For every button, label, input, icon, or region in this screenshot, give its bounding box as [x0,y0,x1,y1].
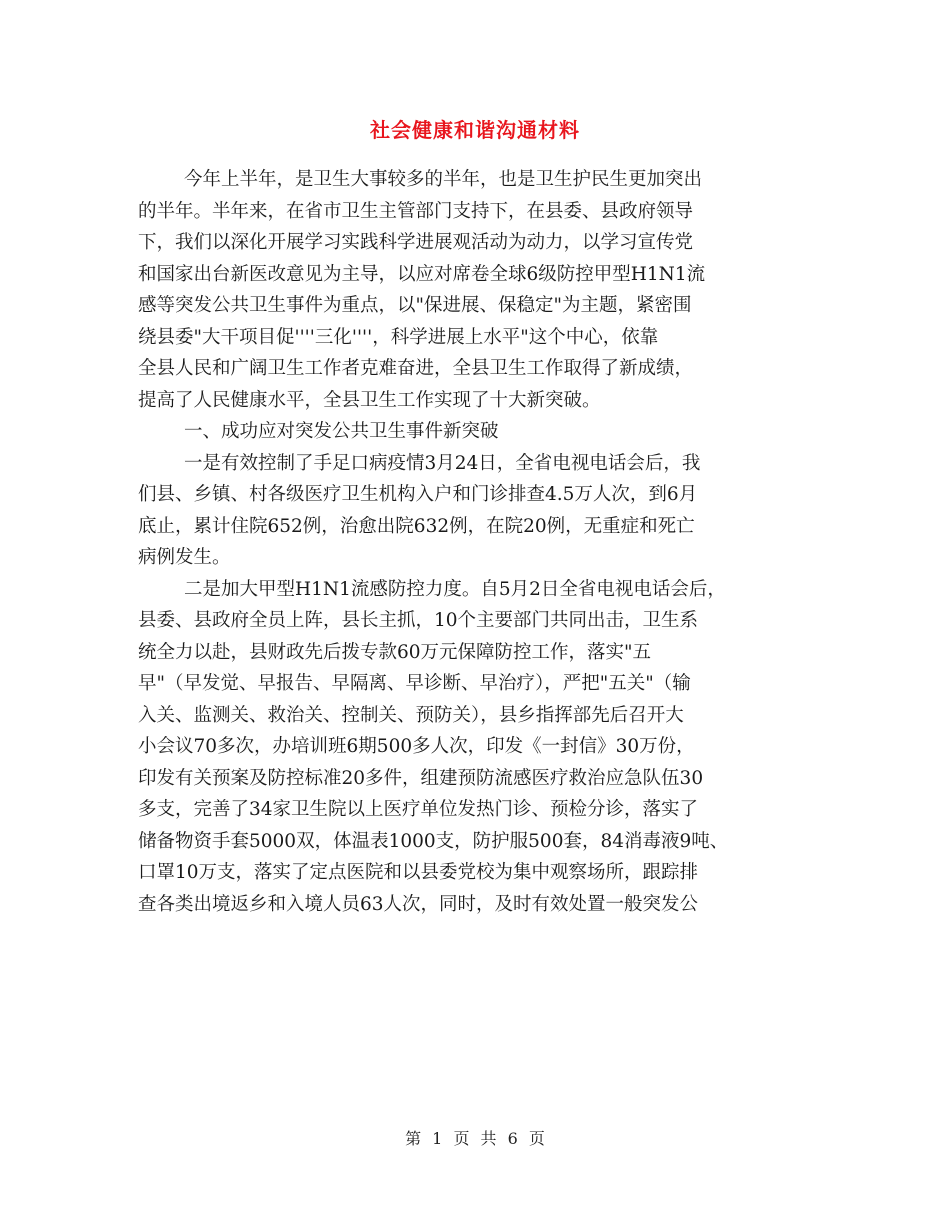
text-line: 底止，累计住院652例，治愈出院632例，在院20例，无重症和死亡 [138,515,695,537]
text-line: 病例发生。 [138,547,231,568]
text-line: 储备物资手套5000双，体温表1000支，防护服500套，84消毒液9吨、 [138,830,729,852]
text-line: 入关、监测关、救治关、控制关、预防关），县乡指挥部先后召开大 [138,704,684,726]
text-line: 全县人民和广阔卫生工作者克难奋进，全县卫生工作取得了新成绩， [138,358,694,379]
text-line: 查各类出境返乡和入境人员63人次，同时，及时有效处置一般突发公 [138,893,699,915]
text-line: 绕县委"大干项目促''''三化''''，科学进展上水平"这个中心，依靠 [138,326,659,348]
text-line: 多支，完善了34家卫生院以上医疗单位发热门诊、预检分诊，落实了 [138,799,699,820]
document-title: 社会健康和谐沟通材料 [370,118,580,142]
text-line: 提高了人民健康水平，全县卫生工作实现了十大新突破。 [138,389,601,411]
text-line: 今年上半年，是卫生大事较多的半年，也是卫生护民生更加突出 [184,169,703,190]
text-line: 口罩10万支，落实了定点医院和以县委党校为集中观察场所，跟踪排 [138,862,699,883]
text-line: 早"（早发觉、早报告、早隔离、早诊断、早治疗），严把"五关"（输 [138,673,691,694]
text-line: 统全力以赴，县财政先后拨专款60万元保障防控工作，落实"五 [138,641,652,663]
text-line: 下，我们以深化开展学习实践科学进展观活动为动力，以学习宣传党 [138,232,694,253]
text-line: 感等突发公共卫生事件为重点，以"保进展、保稳定"为主题，紧密围 [138,295,692,316]
text-line: 二是加大甲型H1N1流感防控力度。自5月2日全省电视电话会后， [184,578,726,600]
text-line: 的半年。半年来，在省市卫生主管部门支持下，在县委、县政府领导 [138,200,694,222]
text-line: 一、成功应对突发公共卫生事件新突破 [184,421,499,442]
page-footer: 第 1 页 共 6 页 [405,1129,545,1148]
text-line: 一是有效控制了手足口病疫情3月24日，全省电视电话会后，我 [184,452,701,474]
document-body [138,164,810,920]
text-line: 和国家出台新医改意见为主导，以应对席卷全球6级防控甲型H1N1流 [138,263,706,285]
text-line: 印发有关预案及防控标准20多件，组建预防流感医疗救治应急队伍30 [138,767,704,789]
text-line: 小会议70多次，办培训班6期500多人次，印发《一封信》30万份， [138,736,695,757]
text-line: 县委、县政府全员上阵，县长主抓，10个主要部门共同出击，卫生系 [138,610,699,631]
text-line: 们县、乡镇、村各级医疗卫生机构入户和门诊排查4.5万人次，到6月 [138,484,698,505]
